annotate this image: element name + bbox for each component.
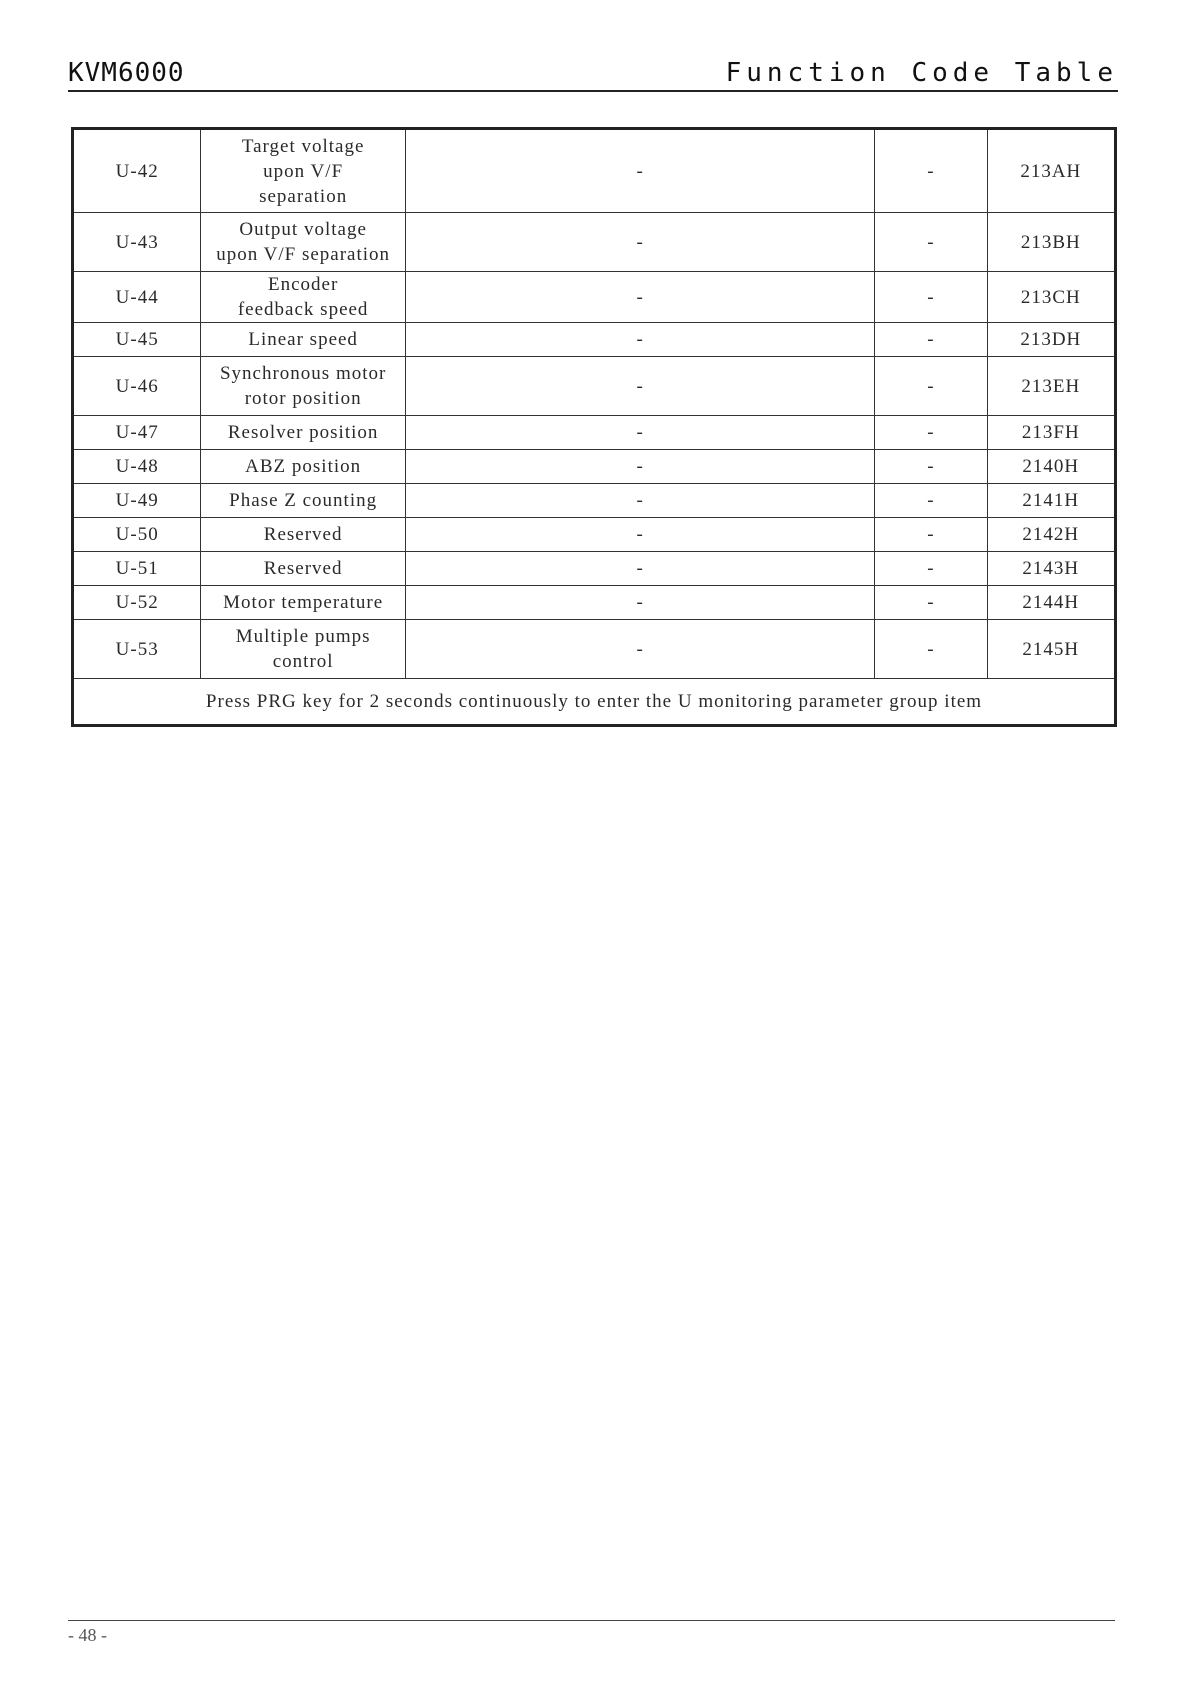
param-default: -: [875, 518, 987, 552]
param-default: -: [875, 620, 987, 679]
param-name-line: separation: [259, 185, 348, 207]
param-address: 2140H: [987, 450, 1115, 484]
param-default: -: [875, 323, 987, 357]
param-name: [201, 586, 406, 620]
param-name-line: rotor position: [244, 388, 362, 409]
param-address: 2141H: [987, 484, 1115, 518]
param-code: U-51: [73, 552, 201, 586]
param-code: U-50: [73, 518, 201, 552]
param-range: -: [405, 272, 874, 323]
param-range: -: [405, 586, 874, 620]
param-name: [201, 620, 406, 679]
table-row: [73, 272, 1116, 323]
product-title: KVM6000: [68, 58, 185, 88]
param-address: 213FH: [987, 416, 1115, 450]
param-name: [201, 323, 406, 357]
table-row: [73, 620, 1116, 679]
table-row: [73, 213, 1116, 272]
param-address: 213DH: [987, 323, 1115, 357]
section-title: Function Code Table: [725, 58, 1118, 88]
param-code: U-48: [73, 450, 201, 484]
param-name-line: upon V/F: [263, 160, 344, 182]
param-name: [201, 272, 406, 323]
table-note-row: [73, 679, 1116, 726]
param-default: -: [875, 272, 987, 323]
table-row: [73, 518, 1116, 552]
param-name-line: upon V/F separation: [216, 244, 391, 265]
param-name: [201, 518, 406, 552]
table-row: [73, 357, 1116, 416]
param-default: -: [875, 484, 987, 518]
param-range: -: [405, 323, 874, 357]
param-address: 2143H: [987, 552, 1115, 586]
param-address: 213CH: [987, 272, 1115, 323]
table-body: [73, 129, 1116, 726]
param-range: -: [405, 213, 874, 272]
param-default: -: [875, 552, 987, 586]
param-name: [201, 416, 406, 450]
param-name-line: Linear speed: [248, 329, 358, 350]
param-code: U-52: [73, 586, 201, 620]
param-address: 213AH: [987, 129, 1115, 213]
param-default: -: [875, 213, 987, 272]
param-name-line: Reserved: [263, 524, 343, 545]
param-address: 2144H: [987, 586, 1115, 620]
param-name-line: Output voltage: [239, 219, 367, 240]
table-note: Press PRG key for 2 seconds continuously to enter the U monitoring parameter group item: [73, 679, 1116, 726]
table-row: [73, 450, 1116, 484]
param-name-line: Motor temperature: [223, 592, 384, 613]
param-code: U-53: [73, 620, 201, 679]
param-name-line: ABZ position: [245, 456, 362, 477]
param-code: U-44: [73, 272, 201, 323]
param-code: U-49: [73, 484, 201, 518]
param-range: -: [405, 484, 874, 518]
param-name-line: feedback speed: [237, 299, 369, 320]
table-row: [73, 586, 1116, 620]
param-name-line: Reserved: [263, 558, 343, 579]
table-row: [73, 552, 1116, 586]
table-row: [73, 416, 1116, 450]
param-name-line: Resolver position: [227, 422, 379, 443]
table-row: [73, 484, 1116, 518]
param-code: U-47: [73, 416, 201, 450]
param-name-line: Multiple pumps: [235, 626, 371, 647]
table-row: [73, 129, 1116, 213]
page-number: - 48 -: [68, 1625, 107, 1645]
param-name-line: Encoder: [267, 274, 339, 295]
param-default: -: [875, 450, 987, 484]
function-code-table: [71, 127, 1117, 727]
param-name: [201, 450, 406, 484]
param-name: [201, 552, 406, 586]
param-range: -: [405, 129, 874, 213]
param-name: [201, 213, 406, 272]
param-default: -: [875, 586, 987, 620]
param-range: -: [405, 518, 874, 552]
param-default: -: [875, 416, 987, 450]
param-range: -: [405, 450, 874, 484]
page-footer: [68, 1620, 1115, 1645]
param-range: -: [405, 620, 874, 679]
param-range: -: [405, 552, 874, 586]
param-name: [201, 484, 406, 518]
param-range: -: [405, 357, 874, 416]
param-address: 2145H: [987, 620, 1115, 679]
param-name-line: control: [272, 651, 334, 672]
param-name: [201, 357, 406, 416]
param-address: 2142H: [987, 518, 1115, 552]
table-row: [73, 323, 1116, 357]
param-address: 213EH: [987, 357, 1115, 416]
param-name-line: Synchronous motor: [219, 363, 387, 384]
param-code: U-45: [73, 323, 201, 357]
param-name: [201, 129, 406, 213]
param-name-line: Phase Z counting: [229, 490, 378, 511]
param-name-line: Target voltage: [241, 135, 365, 157]
param-code: U-43: [73, 213, 201, 272]
param-range: -: [405, 416, 874, 450]
page-header: [68, 56, 1118, 92]
param-code: U-46: [73, 357, 201, 416]
param-code: U-42: [73, 129, 201, 213]
param-default: -: [875, 129, 987, 213]
param-default: -: [875, 357, 987, 416]
param-address: 213BH: [987, 213, 1115, 272]
